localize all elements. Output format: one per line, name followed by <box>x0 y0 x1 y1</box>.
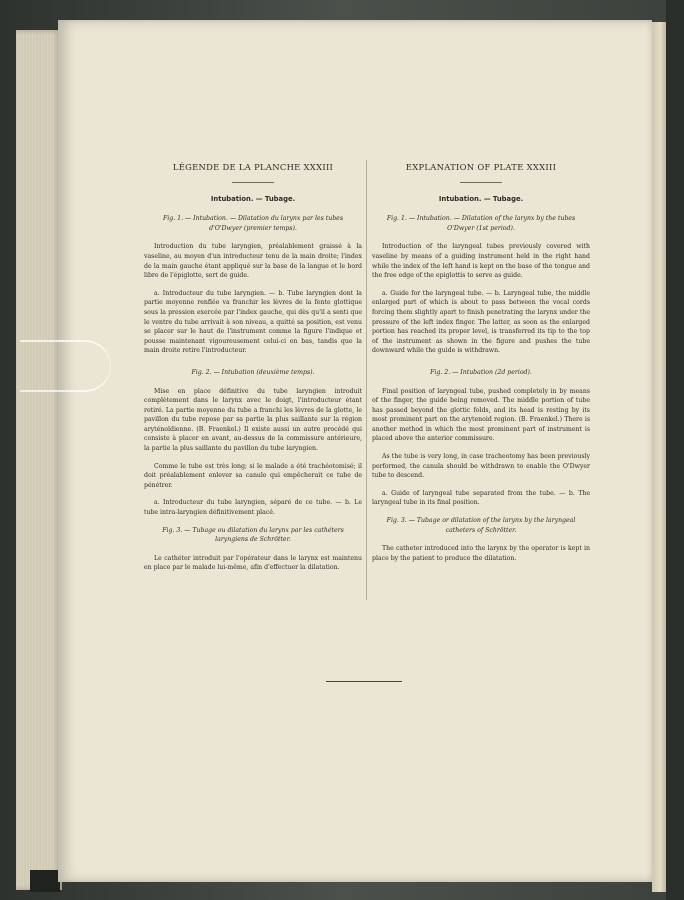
fig1-caption: Fig. 1. — Intubation. — Dilatation of the larynx by the tubes O'Dwyer (1st period). <box>386 215 576 232</box>
fig2-paragraph: Comme le tube est très long; si le malade a été trachéotomisé; il doit préalablement enlever sa canule qui empêcherait ce tube de pénétrer. <box>144 462 362 489</box>
fig2-paragraph: Final position of laryngeal tube, pushed completely in by means of the finger, the guide being removed. The middle portion of tube has passed beyond the glottic folds, and its head is resting by its most prominent part on the arytenoid region. (B. Fraenkel.) There is another method in which the most prominent part of instrument is placed above the anterior commissure. <box>372 387 590 443</box>
bottom-rule <box>326 681 402 682</box>
fig3-caption: Fig. 3. — Tubage ou dilatation du larynx par les cathéters laryngiens de Schrötter. <box>162 526 344 544</box>
fig1-paragraph: Introduction du tube laryngien, préalablement graissé à la vaseline, au moyen d'un introducteur tenu de la main droite; l'index de la main gauche étant appliqué sur la base de la langue et le bord libre de l'épiglotte, sert de guide. <box>144 243 362 280</box>
english-subtitle: Intubation. — Tubage. <box>438 194 524 203</box>
heading-rule <box>232 182 274 183</box>
fig3-caption: Fig. 3. — Tubage or dilatation of the larynx by the laryngeal catheters of Schrötter. <box>386 517 576 534</box>
book-cover-corner <box>30 870 60 892</box>
fig3-paragraph: The catheter introduced into the larynx by the operator is kept in place by the patient to produce the dilatation. <box>372 545 590 562</box>
fig1-paragraph: a. Introducteur du tube laryngien. — b. Tube laryngien dont la partie moyenne renflée va franchir les lèvres de la fente glottique sous la pression exercée par l'index gauche, qui dès qu'il a senti que le ventre du tube arrivait à son niveau, a quitté sa position, est venu se placer sur le haut de l'instrument comme la figure l'indique et pousse maintenant vigoureusement celui-ci en bas, tandis que la main droite retire l'introducteur. <box>144 289 362 355</box>
french-subtitle: Intubation. — Tubage. <box>210 194 296 203</box>
right-page-edge <box>652 22 666 892</box>
fig2-paragraph: a. Introducteur du tube laryngien, séparé de ce tube. — b. Le tube intra-laryngien définitivement placé. <box>144 499 362 517</box>
fig3-paragraph: Le cathéter introduit par l'opérateur dans le larynx est maintenu en place par le malade lui-même, afin d'effectuer la dilatation. <box>144 554 362 572</box>
column-divider <box>366 160 367 600</box>
english-heading: EXPLANATION OF PLATE XXXIII <box>405 162 557 172</box>
fig1-paragraph: Introduction of the laryngeal tubes previously covered with vaseline by means of a guiding instrument held in the right hand while the index of the left hand is kept on the base of the tongue and the free edge of the epiglottis to serve as guide. <box>372 243 590 280</box>
french-column <box>144 163 362 581</box>
fig1-paragraph: a. Guide for the laryngeal tube. — b. Laryngeal tube, the middle enlarged part of which is about to pass between the vocal cords forcing them slightly apart to finish penetrating the larynx under the pressure of the left index finger. The latter, as soon as the enlarged portion has reached its proper level, is transferred its tip to the top of the instrument as shown in the figure and pushes the tube downward while the guide is withdrawn. <box>372 289 590 355</box>
book-page-edges <box>16 30 62 890</box>
english-column <box>372 163 590 571</box>
fig2-caption: Fig. 2. — Intubation (deuxième temps). <box>191 368 315 376</box>
french-heading: LÉGENDE DE LA PLANCHE XXXIII <box>172 162 334 172</box>
fig2-paragraph: As the tube is very long, in case tracheotomy has been previously performed, the canula should be withdrawn to enable the O'Dwyer tube to descend. <box>372 453 590 480</box>
fig1-caption: Fig. 1. — Intubation. — Dilatation du larynx par les tubes d'O'Dwyer (premier temps). <box>162 215 344 232</box>
book-cover-strip <box>666 0 684 900</box>
fig2-paragraph: Mise en place définitive du tube laryngien introduit complètement dans le larynx avec le doigt, l'introducteur étant retiré. La partie moyenne du tube a franchi les lèvres de la glotte, le pavillon du tube repose par sa partie la plus saillante sur la région aryténoïdienne. (B. Fraenkel.) Il existe aussi un autre procédé qui consiste à placer en avant, au-dessus de la commissure antérieure, la partie la plus saillante du pavillon du tube laryngien. <box>144 387 362 453</box>
fig2-paragraph: a. Guide of laryngeal tube separated from the tube. — b. The laryngeal tube in its final position. <box>372 489 590 507</box>
heading-rule <box>460 182 502 183</box>
bookmark-ribbon <box>20 340 111 392</box>
fig2-caption: Fig. 2. — Intubation (2d period). <box>430 368 532 376</box>
